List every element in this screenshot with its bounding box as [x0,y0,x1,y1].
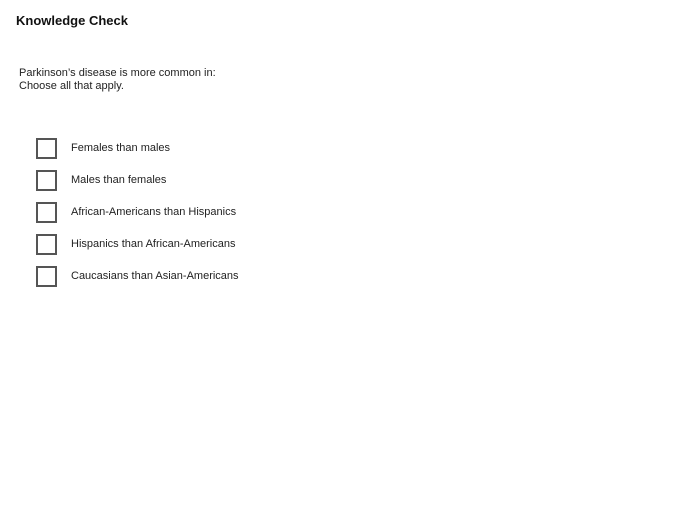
answer-options [36,137,239,297]
option-label: Males than females [71,174,167,186]
option-checkbox[interactable] [36,170,57,191]
option-checkbox[interactable] [36,234,57,255]
option-males-than-females[interactable] [36,169,239,191]
question-prompt: Parkinson’s disease is more common in: [19,67,216,79]
option-caucasians-than-asian-americans[interactable] [36,265,239,287]
option-checkbox[interactable] [36,266,57,287]
question-block [19,67,216,93]
option-label: Females than males [71,142,171,154]
option-african-americans-than-hispanics[interactable] [36,201,239,223]
option-checkbox[interactable] [36,138,57,159]
option-label: Caucasians than Asian-Americans [71,270,239,282]
question-instruction: Choose all that apply. [19,80,124,92]
option-checkbox[interactable] [36,202,57,223]
option-females-than-males[interactable] [36,137,239,159]
option-label: Hispanics than African-Americans [71,238,236,250]
option-hispanics-than-african-americans[interactable] [36,233,239,255]
page-title: Knowledge Check [16,13,128,28]
option-label: African-Americans than Hispanics [71,206,237,218]
